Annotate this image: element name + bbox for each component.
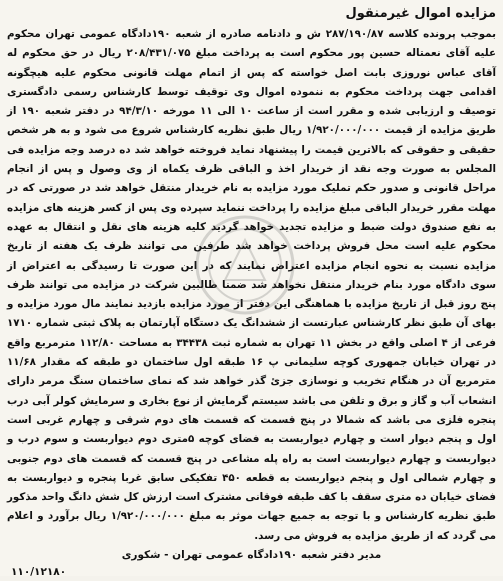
- footer-code: ۱۱۰/۱۲۱۸۰: [11, 566, 67, 579]
- notice-body: بموجب پرونده کلاسه ۲۸۷/۱۹۰/۸۷ ش و دادنامه صادره از شعبه ۱۹۰دادگاه عمومی تهران محکوم علیه آقای نعمتاله حسین پور محکوم است به پرداخت مبلغ ۲۰۸/۴۳۱/۰۷۵ ریال در حق محکوم له آقای عباس نوروزی بابت اصل خواسته که پس از اتمام مهلت قانونی محکوم علیه هیچگونه اقدامی جهت پرداخت محکوم به ننموده اموال وی توقیف توسط کارشناس رسمی دادگستری توصیف و ارزیابی شده و مقرر است از ساعت ۱۰ الی ۱۱ مورخه ۹۴/۳/۱۰ در دفتر شعبه ۱۹۰ از طریق مزایده از قیمت ۱/۹۲۰/۰۰۰/۰۰۰ ریال طبق نظریه کارشناس شروع می شود و به هر شخص حقیقی و حقوقی که بالاترین قیمت را پیشنهاد نماید فروخته خواهد شد ده درصد وجه مزایده فی المجلس به صورت وجه نقد از خریدار اخذ و الباقی ظرف یکماه از وی وصول و پس از انجام مراحل قانونی و صدور حکم تملیک مورد مزایده به نام خریدار منتقل خواهد شد در صورتی که در مهلت مقرر خریدار الباقی مبلغ مزایده را پرداخت ننماید سپرده وی پس از کسر هزینه های مزایده به نفع صندوق دولت ضبط و مزایده تجدید خواهد گردید کلیه هزینه های نقل و انتقال به عهده محکوم علیه است محل فروش پرداخت خواهد شد طرفین می توانند ظرف یک هفته از تاریخ مزایده نسبت به نحوه انجام مزایده اعتراض نمایند که در این صورت تا رسیدگی به اعتراض از سوی دادگاه مورد بنام خریدار منتقل نخواهد شد ضمنا طالبین شرکت در مزایده می توانند ظرف پنج روز قبل از تاریخ مزایده با هماهنگی این دفتر از مورد مزایده بازدید نمایند مال مورد مزایده و بهای آن طبق نظر کارشناس عبارتست از ششدانگ یک دستگاه آپارتمان به پلاک ثبتی شماره ۱۷۱۰ فرعی از ۴ اصلی واقع در بخش ۱۱ تهران به شماره ثبت ۳۴۴۳۸ به مساحت ۱۱۲/۸۰ مترمربع واقع در تهران خیابان جمهوری کوچه سلیمانی پ ۱۶ طبقه اول ساختمان دو طبقه که مقدار ۱۱/۶۸ مترمربع آن در هنگام تخریب و نوسازی جزئ گذر خواهد شد که نمای ساختمان سنگ مرمر دارای انشعاب آب و گاز و برق و تلفن می باشد سیستم گرمایش از نوع بخاری و سرمایش کولر آبی درب پنجره فلزی می باشد که شمالا در پنج قسمت که قسمت های دوم شرقی و چهارم غربی است اول و پنجم دیوار است و چهارم دیواربست به فضای کوچه ۵متری دوم دیواربست و سوم درب و دیواربست و چهارم دیواربست است به راه پله مشاعی در پنج قسمت که قسمت های دوم جنوبی و چهارم شمالی اول و پنجم دیواربست به قطعه ۴۵۰ تفکیکی سابق غربا پنجره و دیواربست به فضای خیابان ده متری سقف با کف طبقه فوقانی مشترک است ارزش کل شش دانگ واحد مذکور طبق نظریه کارشناس و با توجه به جمیع جهات موثر به مبلغ ۱/۹۲۰/۰۰۰/۰۰۰ ریال برآورد و اعلام می گردد که از طریق مزایده به فروش می رسد.: [7, 28, 497, 542]
- notice-title: مزایده اموال غیرمنقول: [345, 6, 496, 21]
- footer-office: مدیر دفتر شعبه ۱۹۰دادگاه عمومی تهران - شکوری: [121, 549, 382, 562]
